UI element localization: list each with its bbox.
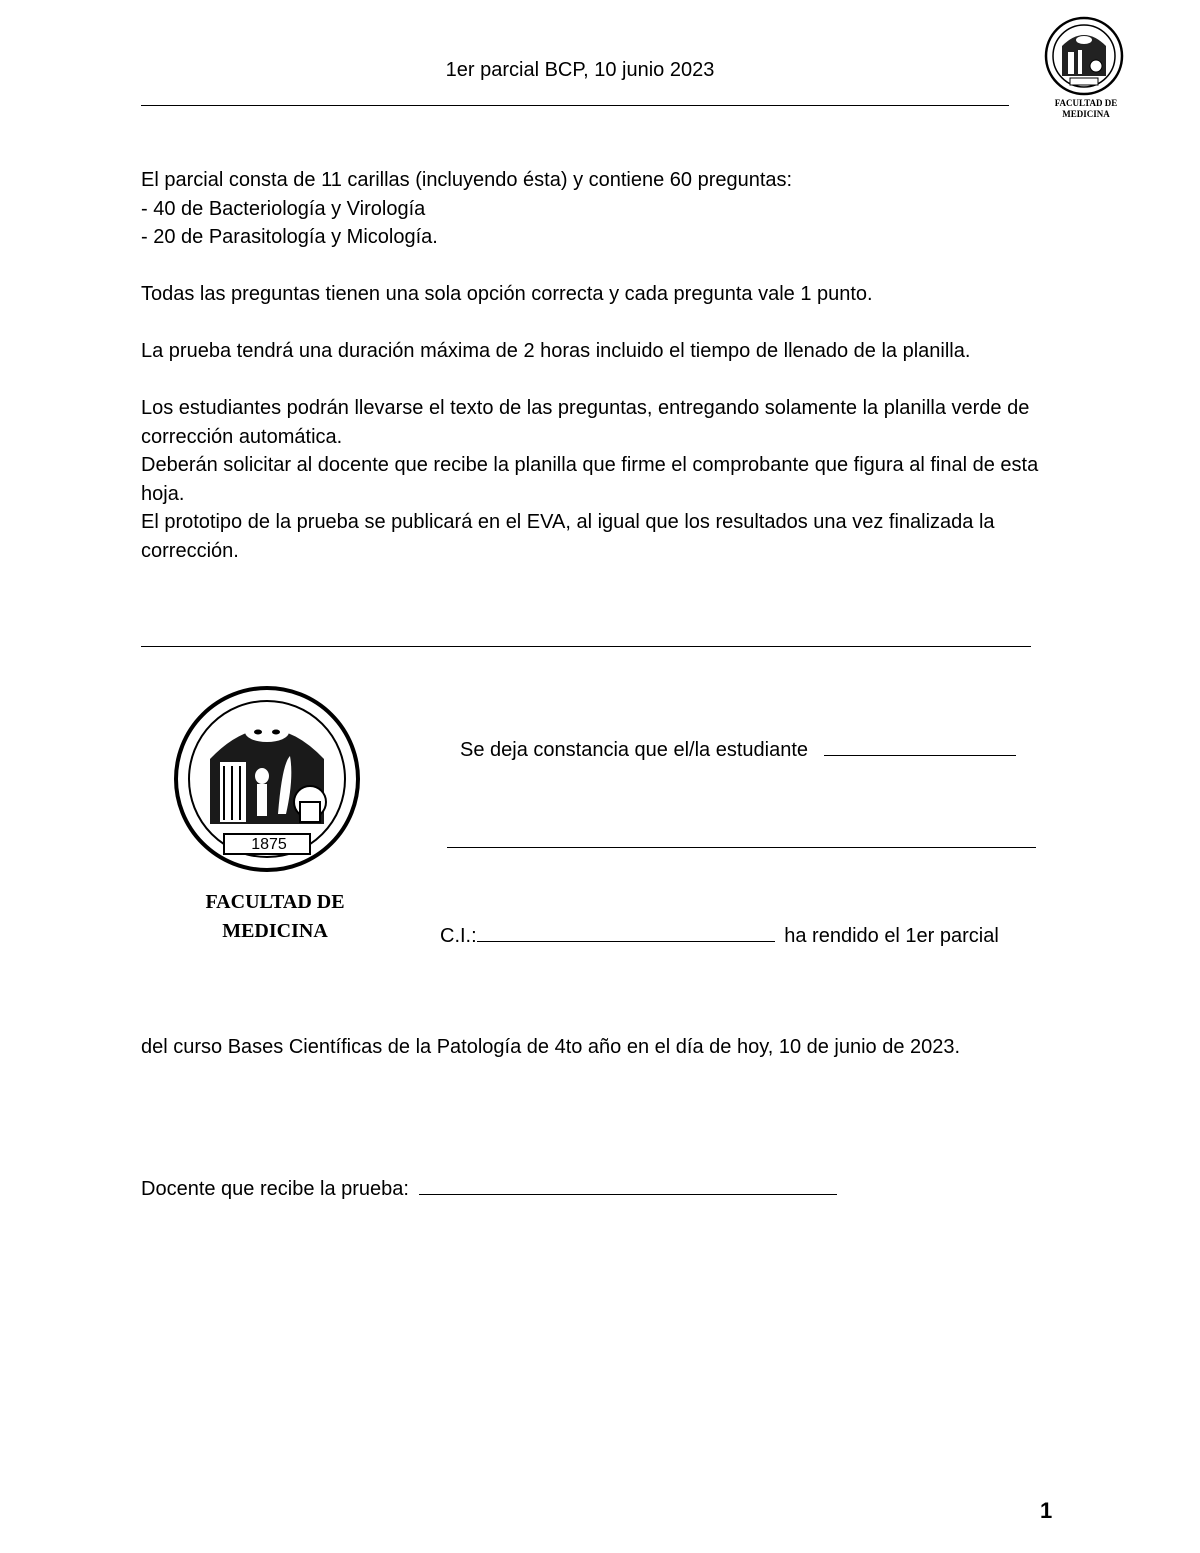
docente-label: Docente que recibe la prueba: — [141, 1178, 409, 1200]
ci-label: C.I.: — [440, 925, 477, 947]
docente-line — [141, 1175, 837, 1203]
rule-single-option: Todas las preguntas tienen una sola opción correcta y cada pregunta vale 1 punto. — [141, 283, 873, 305]
logo-large-text-line2: MEDICINA — [222, 920, 328, 942]
rule-duration: La prueba tendrá una duración máxima de 2 horas incluido el tiempo de llenado de la planilla. — [141, 340, 971, 362]
page-number: 1 — [1040, 1498, 1053, 1523]
logo-large-text-line1: FACULTAD DE — [205, 891, 345, 913]
logo-small-text-line1: FACULTAD DE — [1054, 98, 1118, 108]
logo-small-text-line2: MEDICINA — [1062, 109, 1110, 119]
docente-signature-blank[interactable] — [419, 1176, 837, 1195]
intro-line-1: El parcial consta de 11 carillas (incluyendo ésta) y contiene 60 preguntas: — [141, 169, 793, 191]
faculty-logo-large — [170, 684, 380, 944]
student-name-line-2[interactable] — [447, 847, 1036, 848]
student-name-blank[interactable] — [824, 737, 1016, 756]
faculty-seal-icon — [1038, 16, 1134, 96]
rule-prototype-publish: El prototipo de la prueba se publicará en el EVA, al igual que los resultados una vez finalizada la corrección. — [141, 511, 995, 562]
header-divider — [141, 105, 1009, 106]
intro-line-2: - 40 de Bacteriología y Virología — [141, 197, 426, 220]
ci-blank[interactable] — [477, 923, 775, 942]
page-header-title: 1er parcial BCP, 10 junio 2023 — [445, 59, 715, 81]
intro-block — [141, 166, 1071, 252]
rule-request-signature: Deberán solicitar al docente que recibe la planilla que firme el comprobante que figura al final de esta hoja. — [141, 454, 1039, 505]
section-divider — [141, 646, 1031, 647]
rule-take-questions: Los estudiantes podrán llevarse el texto de las preguntas, entregando solamente la planilla verde de corrección automática. — [141, 397, 1030, 448]
faculty-logo-small — [1038, 16, 1134, 126]
ci-line — [440, 922, 999, 950]
constancia-line — [460, 736, 1016, 764]
intro-line-3: - 20 de Parasitología y Micología. — [141, 226, 438, 248]
rendido-text: ha rendido el 1er parcial — [784, 925, 999, 947]
logo-large-year: 1875 — [251, 836, 287, 853]
course-statement: del curso Bases Científicas de la Patología de 4to año en el día de hoy, 10 de junio de 2023. — [141, 1036, 961, 1058]
constancia-text: Se deja constancia que el/la estudiante — [460, 739, 809, 761]
